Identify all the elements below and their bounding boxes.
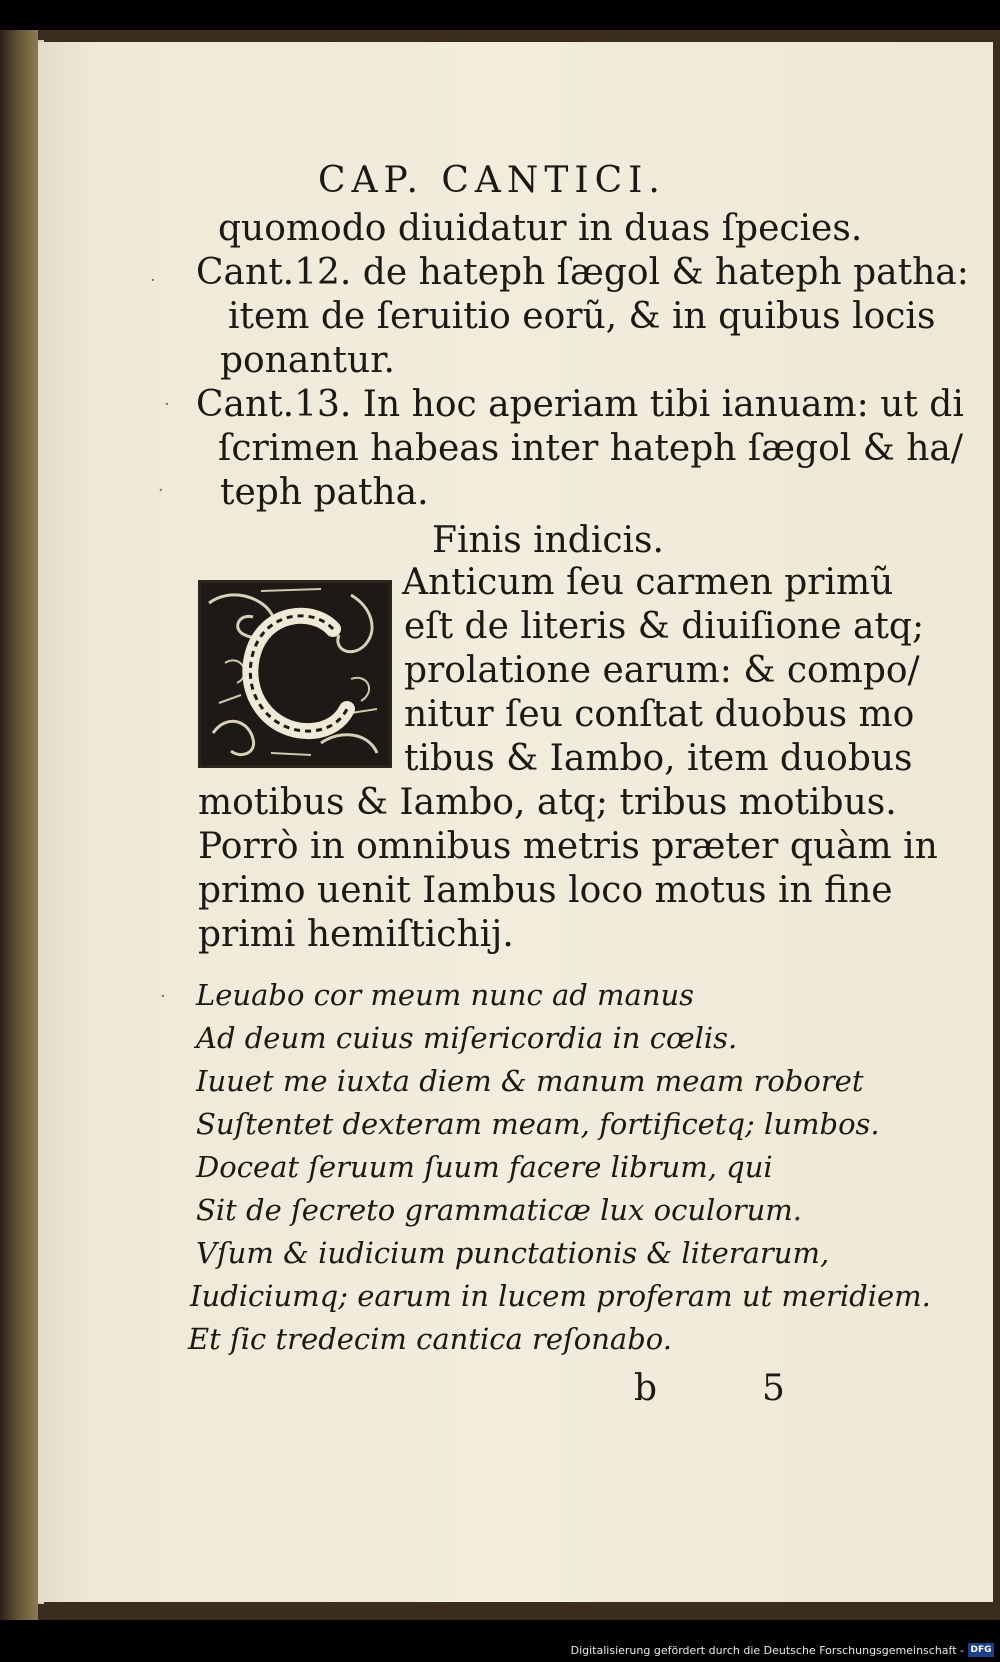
intro-line-1: Anticum ſeu carmen primũ	[402, 562, 894, 603]
intro-line-4: nitur ſeu conſtat duobus mo	[404, 694, 915, 735]
verse-line-5: Doceat ſeruum ſuum facere librum, qui	[196, 1150, 773, 1184]
index-line-6: ſcrimen habeas inter hateph ſægol & ha/	[218, 428, 963, 469]
running-head: CAP. CANTICI.	[318, 160, 666, 201]
verse-line-7: Vſum & iudicium punctationis & literarum,	[196, 1236, 830, 1270]
margin-mark: ·	[158, 480, 164, 501]
index-line-7: teph patha.	[220, 472, 429, 513]
book-spine	[0, 30, 38, 1620]
verse-line-2: Ad deum cuius miſericordia in cœlis.	[196, 1021, 738, 1055]
intro-line-3: prolatione earum: & compo/	[404, 650, 920, 691]
dfg-logo-icon[interactable]: DFG	[968, 1643, 994, 1657]
intro-line-7: Porrò in omnibus metris præter quàm in	[198, 826, 938, 867]
signature-mark: b	[634, 1368, 658, 1409]
index-line-5: Cant.13. In hoc aperiam tibi ianuam: ut di	[196, 384, 964, 425]
verse-line-1: Leuabo cor meum nunc ad manus	[196, 978, 695, 1012]
margin-mark: ·	[164, 394, 170, 415]
verse-line-6: Sit de ſecreto grammaticæ lux oculorum.	[196, 1193, 802, 1227]
margin-mark: ·	[150, 270, 156, 291]
intro-line-9: primi hemiſtichij.	[198, 914, 514, 955]
index-line-2: Cant.12. de hateph ſægol & hateph patha:	[196, 252, 969, 293]
intro-line-6: motibus & Iambo, atq; tribus motibus.	[198, 782, 897, 823]
index-line-4: ponantur.	[220, 340, 395, 381]
initial-woodcut-icon	[201, 583, 389, 765]
verse-line-4: Suſtentet dexteram meam, fortificetq; lumbos.	[196, 1107, 880, 1141]
intro-line-5: tibus & Iambo, item duobus	[404, 738, 913, 779]
index-line-1: quomodo diuidatur in duas ſpecies.	[218, 208, 863, 249]
verse-line-3: Iuuet me iuxta diem & manum meam roboret	[196, 1064, 864, 1098]
explicit-finis-indicis: Finis indicis.	[432, 520, 664, 561]
footer-credit: Digitalisierung gefördert durch die Deutsche Forschungsgemeinschaft -	[570, 1644, 964, 1657]
verse-line-8: Iudiciumq; earum in lucem proferam ut meridiem.	[190, 1279, 931, 1313]
intro-line-2: eſt de literis & diuiſione atq;	[404, 606, 925, 647]
intro-line-8: primo uenit Iambus loco motus in fine	[198, 870, 893, 911]
index-line-3: item de ſeruitio eorũ, & in quibus locis	[228, 296, 936, 337]
verse-line-9: Et ſic tredecim cantica reſonabo.	[188, 1322, 672, 1356]
page-number: 5	[762, 1368, 785, 1409]
decorated-initial-c	[198, 580, 392, 768]
margin-mark: ·	[160, 986, 166, 1007]
